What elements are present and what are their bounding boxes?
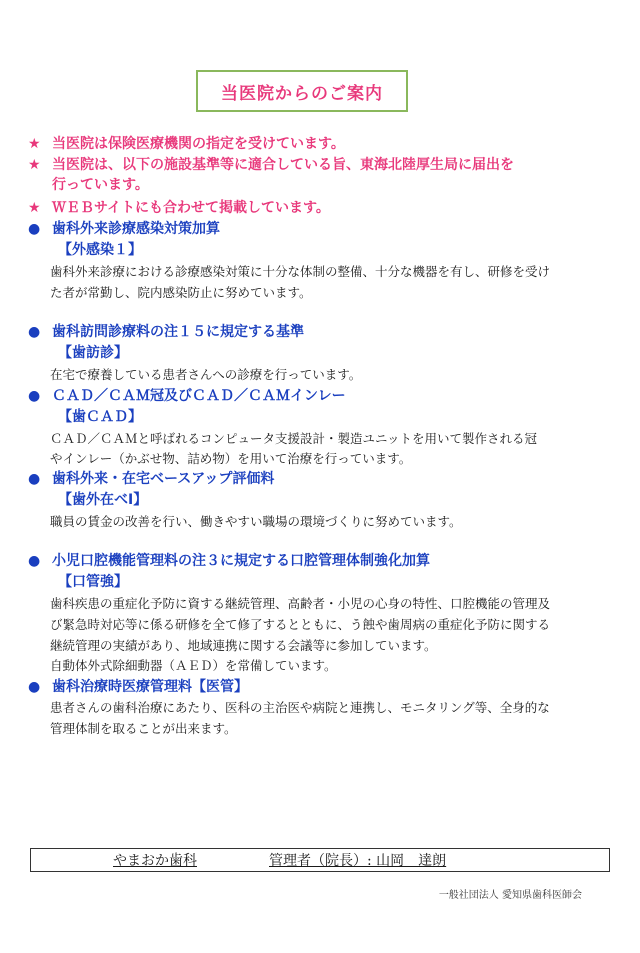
star-icon: ★ xyxy=(28,157,41,173)
notice-insurance xyxy=(28,134,345,154)
bullet-icon: ● xyxy=(28,221,41,237)
bullet-icon: ● xyxy=(28,471,41,487)
notice-text: 当医院は、以下の施設基準等に適合している旨、東海北陸厚生局に届出を xyxy=(52,157,514,173)
page-title: 当医院からのご案内 xyxy=(196,70,408,112)
section-heading-medical-management xyxy=(28,677,248,697)
section-title: 歯科訪問診療料の注１５に規定する基準 xyxy=(52,324,304,340)
clinic-name: やまおか歯科 xyxy=(113,853,197,869)
star-icon: ★ xyxy=(28,200,41,216)
clinic-manager: 管理者（院長）: 山岡 達朗 xyxy=(269,853,447,869)
section-title: ＣＡＤ／ＣＡＭ冠及びＣＡＤ／ＣＡＭインレー xyxy=(52,388,346,404)
section-title: 歯科外来・在宅ベースアップ評価料 xyxy=(52,471,275,487)
section-text: やインレー（かぶせ物、詰め物）を用いて治療を行っています。 xyxy=(50,451,412,466)
section-text: 在宅で療養している患者さんへの診療を行っています。 xyxy=(50,367,362,382)
section-text: び緊急時対応等に係る研修を全て修了するとともに、う蝕や歯周病の重症化予防に関する xyxy=(50,617,551,632)
notice-standards xyxy=(28,155,514,195)
section-text: 継続管理の実績があり、地域連携に関する会議等に参加しています。 xyxy=(50,638,437,653)
bullet-icon: ● xyxy=(28,324,41,340)
bullet-icon: ● xyxy=(28,388,41,404)
section-text: 歯科外来診療における診療感染対策に十分な体制の整備、十分な機器を有し、研修を受け xyxy=(50,264,551,279)
section-code: 【口管強】 xyxy=(58,574,128,590)
section-code: 【外感染１】 xyxy=(58,242,142,258)
section-heading-infection xyxy=(28,219,220,239)
section-text: 管理体制を取ることが出来ます。 xyxy=(50,721,237,736)
section-text: ＣＡＤ／ＣＡＭと呼ばれるコンピュータ支援設計・製造ユニットを用いて製作される冠 xyxy=(50,431,538,446)
section-heading-home-visit xyxy=(28,322,304,342)
section-heading-baseup xyxy=(28,469,274,489)
notice-text: 当医院は保険医療機関の指定を受けています。 xyxy=(52,136,345,152)
section-title: 歯科外来診療感染対策加算 xyxy=(52,221,220,237)
section-heading-oral-management xyxy=(28,551,430,571)
section-code: 【歯ＣＡＤ】 xyxy=(58,409,142,425)
section-text: 職員の賃金の改善を行い、働きやすい職場の環境づくりに努めています。 xyxy=(50,514,462,529)
section-text: た者が常勤し、院内感染防止に努めています。 xyxy=(50,285,312,300)
notice-web xyxy=(28,198,330,218)
notice-text: ＷＥＢサイトにも合わせて掲載しています。 xyxy=(52,200,330,216)
section-heading-cadcam xyxy=(28,386,346,406)
section-text: 患者さんの歯科治療にあたり、医科の主治医や病院と連携し、モニタリング等、全身的な xyxy=(50,700,550,715)
section-title: 歯科治療時医療管理料【医管】 xyxy=(52,679,248,695)
section-text: 自動体外式除細動器（ＡＥＤ）を常備しています。 xyxy=(50,658,337,673)
bullet-icon: ● xyxy=(28,553,41,569)
association-name: 一般社団法人 愛知県歯科医師会 xyxy=(438,890,582,901)
section-text: 歯科疾患の重症化予防に資する継続管理、高齢者・小児の心身の特性、口腔機能の管理及 xyxy=(50,596,551,611)
section-code: 【歯訪診】 xyxy=(58,345,128,361)
notice-text: 行っています。 xyxy=(52,177,149,193)
bullet-icon: ● xyxy=(28,679,41,695)
star-icon: ★ xyxy=(28,136,41,152)
section-code: 【歯外在ベⅠ】 xyxy=(58,492,148,508)
clinic-info-box xyxy=(30,848,610,872)
section-title: 小児口腔機能管理料の注３に規定する口腔管理体制強化加算 xyxy=(52,553,430,569)
